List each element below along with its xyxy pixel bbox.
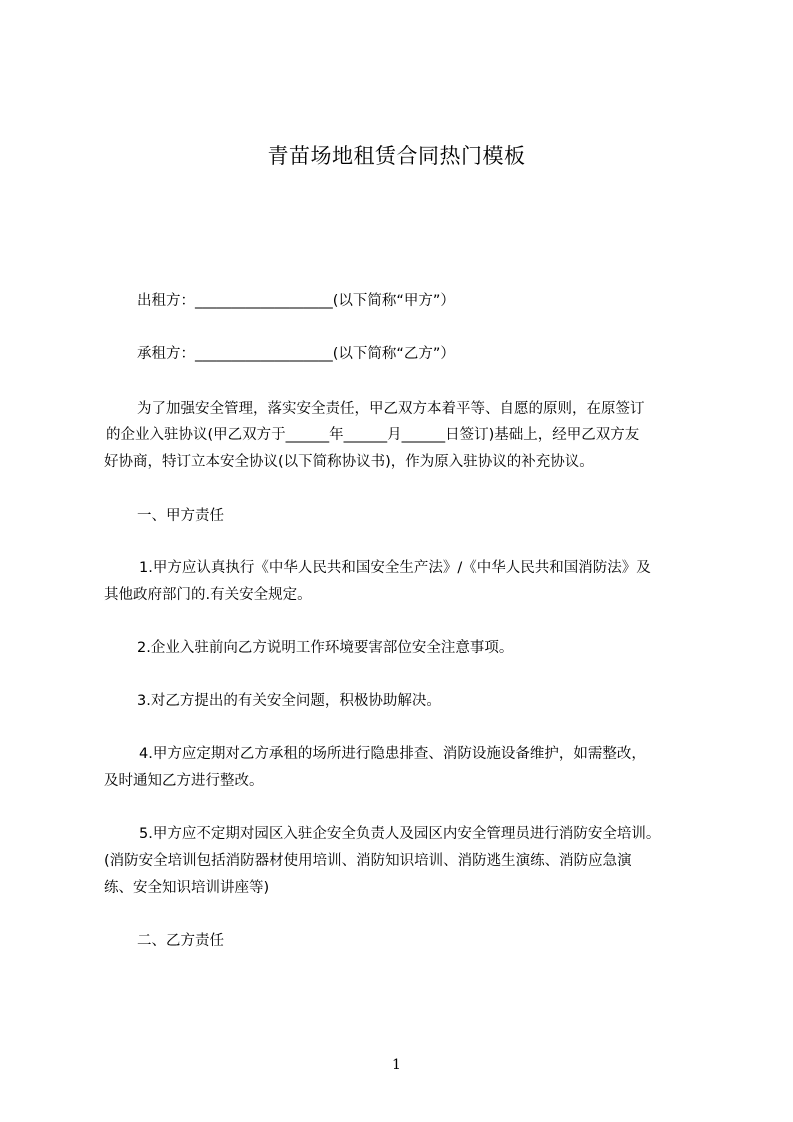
page-number: 1	[392, 1057, 401, 1073]
section-1-item-1-line-2: 其他政府部门的.有关安全规定。	[104, 587, 312, 603]
intro-line-3: 好协商，特订立本安全协议(以下简称协议书)，作为原入驻协议的补充协议。	[104, 454, 594, 470]
lessor-line: 出租方：___________________(以下简称“甲方”）	[137, 293, 455, 309]
section-1-item-1-line-1: 1.甲方应认真执行《中华人民共和国安全生产法》/《中华人民共和国消防法》及	[139, 560, 651, 576]
document-title: 青苗场地租赁合同热门模板	[267, 144, 526, 168]
section-2-heading: 二、乙方责任	[137, 933, 224, 949]
lessee-line: 承租方：___________________(以下简称“乙方”）	[137, 346, 455, 362]
section-1-item-4-line-2: 及时通知乙方进行整改。	[104, 773, 264, 789]
section-1-item-5-line-3: 练、安全知识培训讲座等)	[104, 880, 270, 896]
section-1-item-4-line-1: 4.甲方应定期对乙方承租的场所进行隐患排查、消防设施设备维护，如需整改，	[139, 746, 646, 762]
section-1-item-5-line-1: 5.甲方应不定期对园区入驻企安全负责人及园区内安全管理员进行消防安全培训。	[139, 826, 661, 842]
section-1-heading: 一、甲方责任	[137, 508, 224, 524]
section-1-item-2: 2.企业入驻前向乙方说明工作环境要害部位安全注意事项。	[137, 640, 514, 656]
section-1-item-5-line-2: (消防安全培训包括消防器材使用培训、消防知识培训、消防逃生演练、消防应急演	[104, 853, 632, 869]
intro-line-2: 的企业入驻协议(甲乙双方于______年______月______日签订)基础上，经甲乙双方友	[106, 427, 640, 443]
section-1-item-3: 3.对乙方提出的有关安全问题，积极协助解决。	[137, 693, 441, 709]
intro-line-1: 为了加强安全管理，落实安全责任，甲乙双方本着平等、自愿的原则，在原签订	[137, 401, 645, 417]
